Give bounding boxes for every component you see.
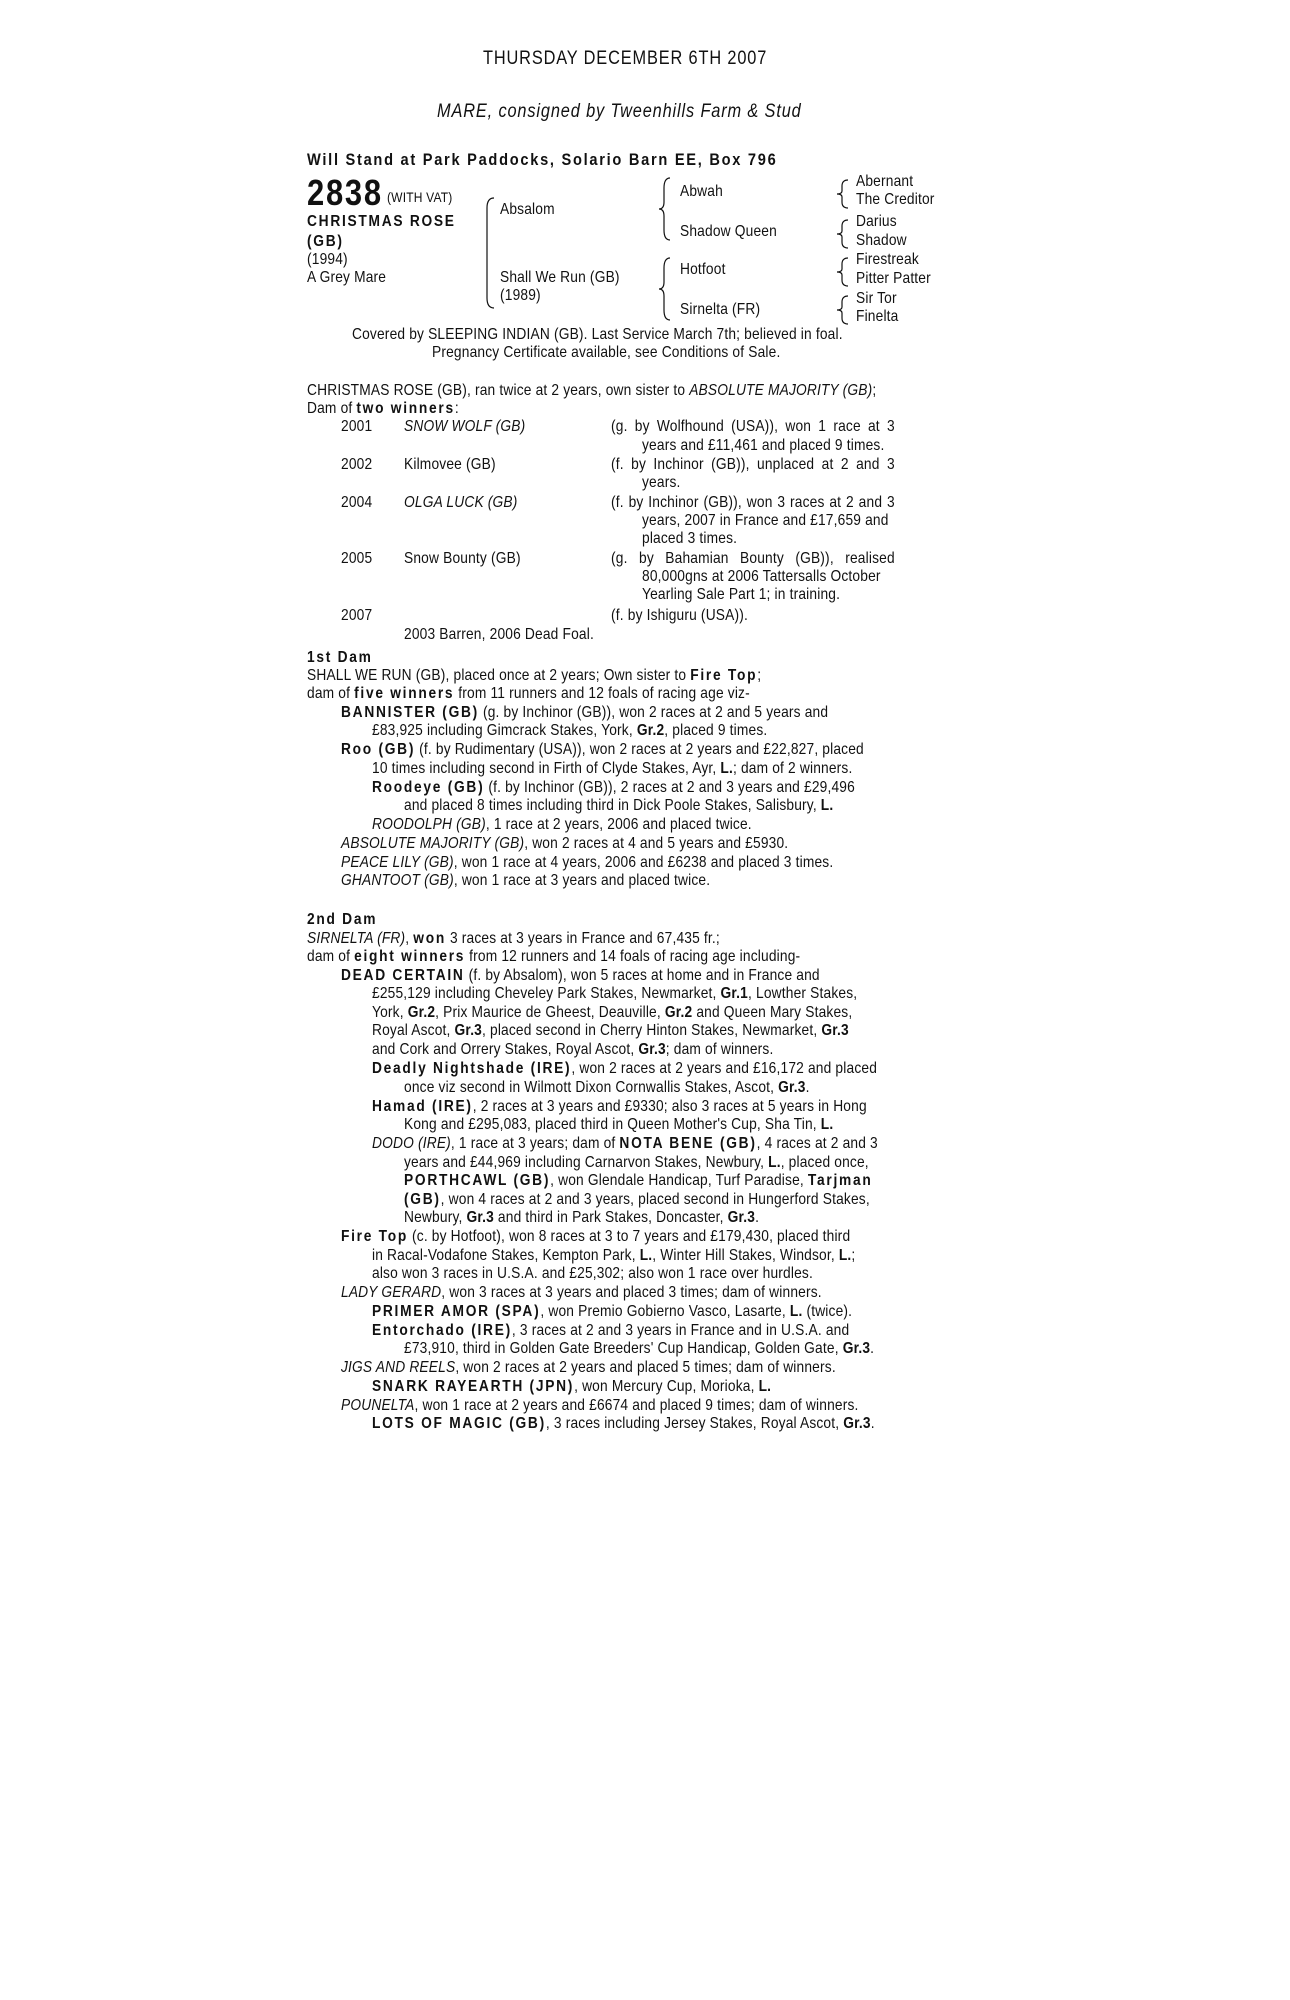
covered-line: Covered by SLEEPING INDIAN (GB). Last Service March 7th; believed in foal.	[352, 326, 843, 343]
dc-text: Royal Ascot,	[372, 1022, 455, 1039]
lot-number: 2838	[307, 172, 383, 213]
dam2-heading: 2nd Dam	[307, 911, 378, 928]
dc-text: and Cork and Orrery Stakes, Royal Ascot,	[372, 1041, 639, 1058]
roo-text: ; dam of 2 winners.	[732, 760, 853, 777]
dodo-text: , won 4 races at 2 and 3 years, placed second in Hungerford Stakes,	[440, 1191, 870, 1208]
produce-detail-cont: years and £11,461 and placed 9 times.	[642, 437, 885, 454]
dc-text: York,	[372, 1004, 408, 1021]
lady-gerard-name: LADY GERARD	[341, 1284, 442, 1301]
grade: Gr.2	[664, 1004, 693, 1021]
pedigree-bracket-ds	[836, 256, 850, 288]
horse-name: CHRISTMAS ROSE	[307, 213, 456, 230]
horse-origin: (GB)	[307, 233, 344, 250]
pedigree-dam-dam: Sirnelta (FR)	[680, 301, 761, 318]
dn-text: .	[805, 1079, 810, 1096]
grade: L.	[820, 1116, 834, 1133]
dc-text: , Prix Maurice de Gheest, Deauville,	[435, 1004, 665, 1021]
bannister-text: (g. by Inchinor (GB)), won 2 races at 2 and 5 years and	[478, 704, 829, 721]
absolute-name: ABSOLUTE MAJORITY (GB)	[341, 835, 525, 852]
ft-text: (c. by Hotfoot), won 8 races at 3 to 7 years and £179,430, placed third	[408, 1228, 851, 1245]
produce-year: 2001	[341, 418, 373, 435]
dc-line1	[341, 966, 820, 985]
page-date: THURSDAY DECEMBER 6TH 2007	[483, 48, 768, 69]
roodolph-text: , 1 race at 2 years, 2006 and placed twice.	[485, 816, 752, 833]
dam2-text: dam of	[307, 948, 355, 965]
grade: L.	[639, 1247, 653, 1264]
ft-text: ;	[851, 1247, 856, 1264]
roodolph-name: ROODOLPH (GB)	[372, 816, 486, 833]
roo-text: 10 times including second in Firth of Clyde Stakes, Ayr,	[372, 760, 721, 777]
bannister-line2	[372, 721, 767, 740]
ft-text: in Racal-Vodafone Stakes, Kempton Park,	[372, 1247, 640, 1264]
dc-text: ; dam of winners.	[665, 1041, 774, 1058]
dc-line3	[372, 1003, 852, 1022]
dodo-text: , 4 races at 2 and 3	[756, 1135, 878, 1152]
pedigree-sds: Darius	[856, 213, 897, 230]
deadly-nightshade-name: Deadly Nightshade (IRE)	[372, 1060, 572, 1077]
dam1-text: from 11 runners and 12 foals of racing age viz-	[454, 685, 750, 702]
dc-text: (f. by Absalom), won 5 races at home and in France and	[464, 967, 820, 984]
pedigree-bracket-ss	[836, 178, 850, 210]
dodo-text: years and £44,969 including Carnarvon Stakes, Newbury,	[404, 1154, 769, 1171]
dam2-line2	[307, 947, 800, 966]
dc-text: , Lowther Stakes,	[748, 985, 858, 1002]
produce-detail: (g. by Wolfhound (USA)), won 1 race at 3	[611, 418, 895, 435]
hamad-name: Hamad (IRE)	[372, 1098, 473, 1115]
primer-amor-name: PRIMER AMOR (SPA)	[372, 1303, 541, 1320]
produce-detail-cont: years.	[642, 474, 681, 491]
roo-name: Roo (GB)	[341, 741, 416, 758]
fire-top-name: Fire Top	[341, 1228, 409, 1245]
vat-note: (WITH VAT)	[387, 189, 453, 205]
pedigree-bracket-main	[484, 196, 496, 310]
dam2-line1	[307, 929, 720, 948]
grade: Gr.2	[636, 722, 665, 739]
ft-line3: also won 3 races in U.S.A. and £25,302; also won 1 race over hurdles.	[372, 1265, 813, 1282]
roodeye-name: Roodeye (GB)	[372, 779, 485, 796]
ent-line2	[404, 1339, 874, 1358]
entorchado-name: Entorchado (IRE)	[372, 1322, 512, 1339]
jigs-name: JIGS AND REELS	[341, 1359, 456, 1376]
grade: Gr.3	[638, 1041, 666, 1058]
dam2-winners: eight winners	[354, 948, 466, 965]
ghantoot-name: GHANTOOT (GB)	[341, 872, 454, 889]
dodo-line4	[404, 1190, 870, 1209]
dn-line2	[404, 1078, 810, 1097]
peace-text: , won 1 race at 4 years, 2006 and £6238 and placed 3 times.	[453, 854, 834, 871]
pedigree-bracket-dam	[658, 256, 672, 322]
grade: Gr.3	[843, 1415, 871, 1432]
grade: Gr.3	[466, 1209, 494, 1226]
lg-line	[341, 1283, 822, 1302]
hamad-text: , 2 races at 3 years and £9330; also 3 races at 5 years in Hong	[472, 1098, 867, 1115]
dodo-name: DODO (IRE)	[372, 1135, 451, 1152]
roodolph-line	[372, 815, 752, 834]
ghantoot-line	[341, 871, 710, 890]
dam2-text: 3 races at 3 years in France and 67,435 fr.;	[445, 930, 720, 947]
dam1-text: ;	[757, 667, 762, 684]
intro-sister: ABSOLUTE MAJORITY (GB)	[689, 382, 873, 399]
dam-of-winners: two winners	[356, 400, 455, 417]
produce-detail-cont: 80,000gns at 2006 Tattersalls October	[642, 568, 881, 585]
dodo-text: , won Glendale Handicap, Turf Paradise,	[550, 1172, 808, 1189]
bannister-text: , placed 9 times.	[664, 722, 768, 739]
produce-name: Kilmovee (GB)	[404, 456, 496, 473]
pa-text: , won Premio Gobierno Vasco, Lasarte,	[540, 1303, 790, 1320]
lom-line	[372, 1414, 875, 1433]
lom-text: , 3 races including Jersey Stakes, Royal Ascot,	[545, 1415, 844, 1432]
dam1-heading: 1st Dam	[307, 649, 373, 666]
intro-text: CHRISTMAS ROSE (GB), ran twice at 2 years, own sister to	[307, 382, 690, 399]
dam1-fire-top: Fire Top	[690, 667, 758, 684]
dodo-line3	[404, 1171, 872, 1190]
peace-name: PEACE LILY (GB)	[341, 854, 454, 871]
produce-name: SNOW WOLF (GB)	[404, 418, 526, 435]
dam1-text: SHALL WE RUN (GB), placed once at 2 years; Own sister to	[307, 667, 691, 684]
dn-text: once viz second in Wilmott Dixon Cornwallis Stakes, Ascot,	[404, 1079, 779, 1096]
jigs-text: , won 2 races at 2 years and placed 5 times; dam of winners.	[455, 1359, 836, 1376]
hamad-line1	[372, 1097, 867, 1116]
dodo-line1	[372, 1134, 878, 1153]
ent-text: £73,910, third in Golden Gate Breeders' Cup Handicap, Golden Gate,	[404, 1340, 843, 1357]
grade: L.	[789, 1303, 803, 1320]
pedigree-dds: Sir Tor	[856, 290, 897, 307]
pedigree-bracket-dd	[836, 294, 850, 326]
hamad-line2	[404, 1115, 833, 1134]
pregnancy-line: Pregnancy Certificate available, see Conditions of Sale.	[432, 344, 781, 361]
ft-line2	[372, 1246, 855, 1265]
ft-line1	[341, 1227, 850, 1246]
pedigree-ddd: Finelta	[856, 308, 899, 325]
roodeye-line	[372, 778, 855, 797]
grade: L.	[758, 1378, 772, 1395]
snark-text: , won Mercury Cup, Morioka,	[574, 1378, 759, 1395]
lots-of-magic-name: LOTS OF MAGIC (GB)	[372, 1415, 546, 1432]
bannister-line	[341, 703, 828, 722]
porthcawl-name: PORTHCAWL (GB)	[404, 1172, 551, 1189]
produce-detail: (f. by Inchinor (GB)), unplaced at 2 and 3	[611, 456, 895, 473]
bannister-name: BANNISTER (GB)	[341, 704, 479, 721]
dam2-text: from 12 runners and 14 foals of racing age including-	[465, 948, 801, 965]
grade: Gr.1	[720, 985, 749, 1002]
pedigree-bracket-sd	[836, 218, 850, 250]
pedigree-dam-sire: Hotfoot	[680, 261, 726, 278]
pedigree-sdd: Shadow	[856, 232, 907, 249]
bannister-text: £83,925 including Gimcrack Stakes, York,	[372, 722, 637, 739]
pa-text: (twice).	[802, 1303, 853, 1320]
peace-line	[341, 853, 833, 872]
produce-year: 2007	[341, 607, 373, 624]
ent-text: .	[870, 1340, 875, 1357]
produce-detail: (f. by Inchinor (GB)), won 3 races at 2 and 3	[611, 494, 895, 511]
grade: Gr.3	[842, 1340, 871, 1357]
pedigree-bracket-sire	[658, 176, 672, 242]
pedigree-dam: Shall We Run (GB)	[500, 269, 620, 286]
dam2-text: ,	[405, 930, 414, 947]
dodo-text: , placed once,	[780, 1154, 869, 1171]
produce-year: 2002	[341, 456, 373, 473]
tarjman-origin: (GB)	[404, 1191, 441, 1208]
produce-name: Snow Bounty (GB)	[404, 550, 521, 567]
produce-detail: (f. by Ishiguru (USA)).	[611, 607, 749, 624]
intro-end: ;	[872, 382, 877, 399]
produce-year: 2004	[341, 494, 373, 511]
dc-text: , placed second in Cherry Hinton Stakes, Newmarket,	[482, 1022, 822, 1039]
snark-name: SNARK RAYEARTH (JPN)	[372, 1378, 575, 1395]
lg-text: , won 3 races at 3 years and placed 3 times; dam of winners.	[441, 1284, 822, 1301]
dodo-line5	[404, 1208, 759, 1227]
dodo-text: , 1 race at 3 years; dam of	[450, 1135, 620, 1152]
grade: L.	[820, 797, 834, 814]
produce-detail: (g. by Bahamian Bounty (GB)), realised	[611, 550, 895, 567]
consignment-line: MARE, consigned by Tweenhills Farm & Stud	[437, 101, 802, 122]
grade: Gr.2	[407, 1004, 436, 1021]
dn-text: , won 2 races at 2 years and £16,172 and placed	[571, 1060, 878, 1077]
sirnelta-name: SIRNELTA (FR)	[307, 930, 406, 947]
produce-detail-cont: Yearling Sale Part 1; in training.	[642, 586, 841, 603]
dc-line4	[372, 1021, 849, 1040]
dam2-won: won	[413, 930, 446, 947]
grade: Gr.3	[821, 1022, 849, 1039]
jigs-line	[341, 1358, 836, 1377]
hamad-text: Kong and £295,083, placed third in Queen Mother's Cup, Sha Tin,	[404, 1116, 821, 1133]
roodeye-text: and placed 8 times including third in Dick Poole Stakes, Salisbury,	[404, 797, 821, 814]
pedigree-sss: Abernant	[856, 173, 914, 190]
horse-description: A Grey Mare	[307, 269, 387, 286]
absolute-line	[341, 834, 788, 853]
dam1-text: dam of	[307, 685, 355, 702]
roodeye-text: (f. by Inchinor (GB)), 2 races at 2 and 3 years and £29,496	[484, 779, 855, 796]
location-line: Will Stand at Park Paddocks, Solario Barn EE, Box 796	[307, 150, 778, 169]
tarjman-name: Tarjman	[807, 1172, 873, 1189]
pa-line	[372, 1302, 852, 1321]
dc-text: £255,129 including Cheveley Park Stakes, Newmarket,	[372, 985, 721, 1002]
nota-bene-name: NOTA BENE (GB)	[619, 1135, 757, 1152]
pedigree-dam-year: (1989)	[500, 287, 541, 304]
pedigree-dsd: Pitter Patter	[856, 270, 931, 287]
dn-line1	[372, 1059, 877, 1078]
barren-note: 2003 Barren, 2006 Dead Foal.	[404, 626, 594, 643]
pounelta-name: POUNELTA	[341, 1397, 415, 1414]
roo-line	[341, 740, 864, 759]
intro-line	[307, 381, 876, 400]
produce-detail-cont: years, 2007 in France and £17,659 and	[642, 512, 889, 529]
grade: Gr.3	[727, 1209, 756, 1226]
pedigree-sire-sire: Abwah	[680, 183, 723, 200]
grade: L.	[838, 1247, 852, 1264]
dam-of-end: :	[454, 400, 459, 417]
grade: Gr.3	[454, 1022, 483, 1039]
dead-certain-name: DEAD CERTAIN	[341, 967, 465, 984]
lom-text: .	[870, 1415, 875, 1432]
roo-line2	[372, 759, 852, 778]
roodeye-line2	[404, 796, 833, 815]
horse-year: (1994)	[307, 251, 348, 268]
pedigree-ssd: The Creditor	[856, 191, 935, 208]
dam1-line1	[307, 666, 761, 685]
absolute-text: , won 2 races at 4 and 5 years and £5930.	[524, 835, 789, 852]
dam1-winners: five winners	[354, 685, 455, 702]
grade: L.	[768, 1154, 781, 1171]
pedigree-sire: Absalom	[500, 201, 555, 218]
ent-text: , 3 races at 2 and 3 years in France and in U.S.A. and	[511, 1322, 850, 1339]
dc-line2	[372, 984, 857, 1003]
dc-text: and Queen Mary Stakes,	[692, 1004, 853, 1021]
pedigree-dss: Firestreak	[856, 251, 919, 268]
dc-line5	[372, 1040, 773, 1059]
snark-line	[372, 1377, 771, 1396]
produce-year: 2005	[341, 550, 373, 567]
grade: L.	[720, 760, 733, 777]
grade: Gr.3	[778, 1079, 806, 1096]
dam1-line2	[307, 684, 750, 703]
produce-detail-cont: placed 3 times.	[642, 530, 738, 547]
ft-text: , Winter Hill Stakes, Windsor,	[652, 1247, 839, 1264]
produce-name: OLGA LUCK (GB)	[404, 494, 518, 511]
pou-text: , won 1 race at 2 years and £6674 and placed 9 times; dam of winners.	[414, 1397, 859, 1414]
dodo-line2	[404, 1153, 869, 1172]
dam-of-line	[307, 399, 459, 418]
dodo-text: and third in Park Stakes, Doncaster,	[493, 1209, 728, 1226]
pou-line	[341, 1396, 859, 1415]
ghantoot-text: , won 1 race at 3 years and placed twice.	[453, 872, 711, 889]
dam-of-prefix: Dam of	[307, 400, 357, 417]
dodo-text: .	[755, 1209, 760, 1226]
pedigree-sire-dam: Shadow Queen	[680, 223, 777, 240]
ent-line1	[372, 1321, 849, 1340]
roo-text: (f. by Rudimentary (USA)), won 2 races at 2 years and £22,827, placed	[415, 741, 864, 758]
dodo-text: Newbury,	[404, 1209, 467, 1226]
